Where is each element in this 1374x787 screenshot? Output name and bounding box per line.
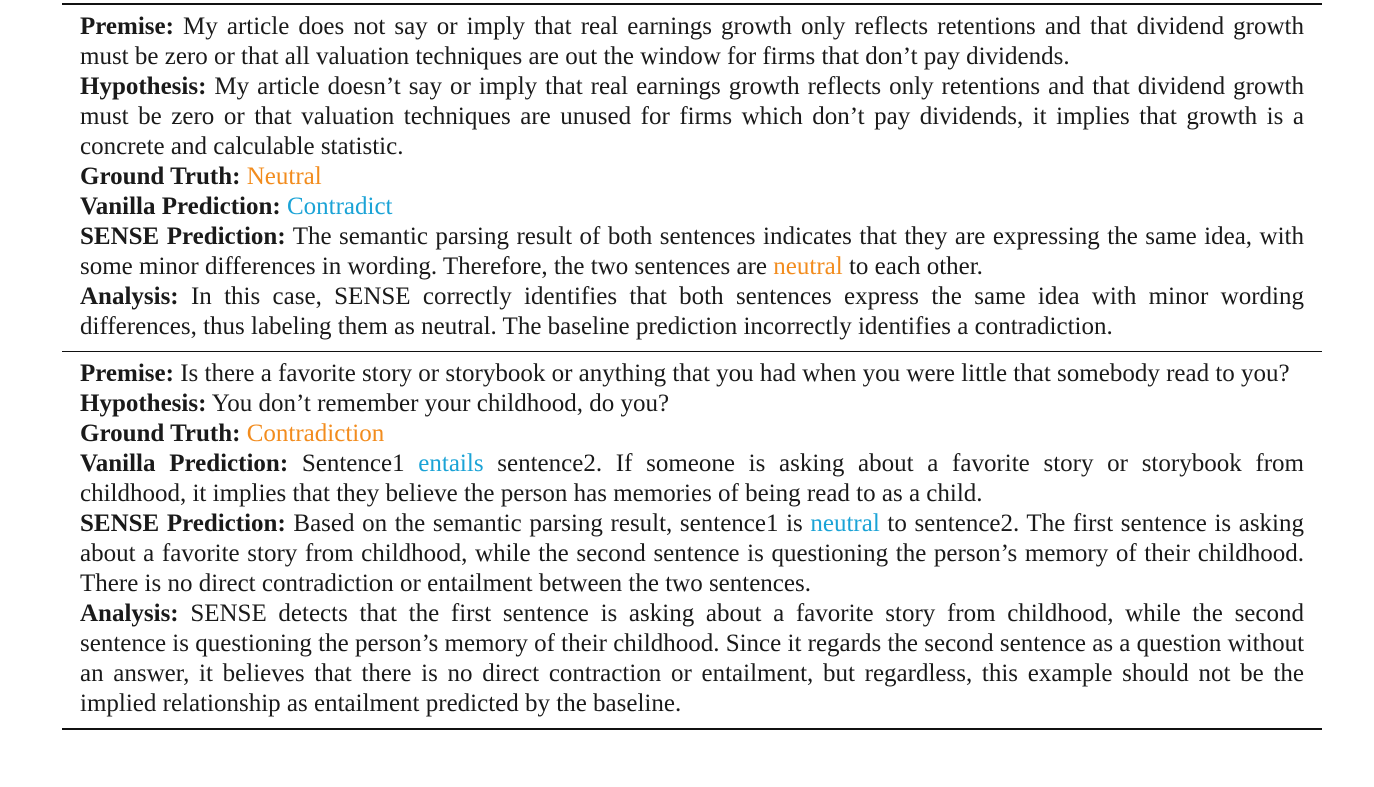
sense-prediction-row [80,222,1304,282]
sense-prediction-keyword: neutral [810,510,880,537]
sense-prediction-before: The semantic parsing result of both sentences indicates that they are expressing the same idea, with some minor differences in wording. Therefore, the two sentences are [80,223,1304,280]
premise-label: Premise: [80,13,174,40]
vanilla-prediction-keyword: entails [418,450,484,477]
analysis-text: SENSE detects that the first sentence is asking about a favorite story from childhood, while the second sentence is questioning the person’s memory of their childhood. Since it regards the second sentence as a question without an answer, it believes that there is no direct contraction or entailment, but regardless, this example should not be the implied relationship as entailment predicted by the baseline. [80,600,1305,717]
vanilla-prediction-after: sentence2. If someone is asking about a favorite story or storybook from childhood, it implies that they believe the person has memories of being read to as a child. [80,450,1304,507]
sense-prediction-after: to sentence2. The first sentence is asking about a favorite story from childhood, while the second sentence is questioning the person’s memory of their childhood. There is no direct contradiction or entailment between the two sentences. [80,510,1304,597]
example-2 [62,352,1322,728]
hypothesis-text: You don’t remember your childhood, do you? [211,390,670,417]
hypothesis-label: Hypothesis: [80,390,207,417]
sense-prediction-label: SENSE Prediction: [80,223,286,250]
vanilla-prediction-label: Vanilla Prediction: [80,193,281,220]
sense-prediction-keyword: neutral [773,253,843,280]
vanilla-prediction-label: Vanilla Prediction: [80,450,289,477]
premise-row [80,12,1304,72]
vanilla-prediction-row [80,192,1304,222]
hypothesis-text: My article doesn’t say or imply that real earnings growth reflects only retentions and that dividend growth must be zero or that valuation techniques are unused for firms which don’t pay dividends, it implies that growth is a concrete and calculable statistic. [80,73,1304,160]
analysis-row [80,282,1304,342]
hypothesis-row [80,389,1304,419]
vanilla-prediction-before: Sentence1 [301,450,419,477]
premise-text: My article does not say or imply that real earnings growth only reflects retentions and that dividend growth must be zero or that all valuation techniques are out the window for firms that don’t pay dividends. [80,13,1304,70]
example-1 [62,5,1322,351]
premise-label: Premise: [80,360,174,387]
sense-prediction-before: Based on the semantic parsing result, sentence1 is [293,510,811,537]
premise-text: Is there a favorite story or storybook or anything that you had when you were little that somebody read to you? [180,360,1290,387]
hypothesis-row [80,72,1304,162]
premise-row [80,359,1304,389]
vanilla-prediction-row [80,449,1304,509]
ground-truth-label: Ground Truth: [80,420,241,447]
analysis-label: Analysis: [80,283,179,310]
bottom-rule [62,728,1322,730]
hypothesis-label: Hypothesis: [80,73,207,100]
analysis-label: Analysis: [80,600,179,627]
ground-truth-value: Contradiction [246,420,385,447]
sense-prediction-row [80,509,1304,599]
ground-truth-row [80,162,1304,192]
sense-prediction-label: SENSE Prediction: [80,510,286,537]
case-study-table [62,0,1322,730]
ground-truth-row [80,419,1304,449]
sense-prediction-after: to each other. [842,253,983,280]
analysis-row [80,599,1304,719]
ground-truth-label: Ground Truth: [80,163,241,190]
vanilla-prediction-keyword: Contradict [286,193,393,220]
analysis-text: In this case, SENSE correctly identifies that both sentences express the same idea with minor wording differences, thus labeling them as neutral. The baseline prediction incorrectly identifies a contradiction. [80,283,1304,340]
ground-truth-value: Neutral [246,163,322,190]
